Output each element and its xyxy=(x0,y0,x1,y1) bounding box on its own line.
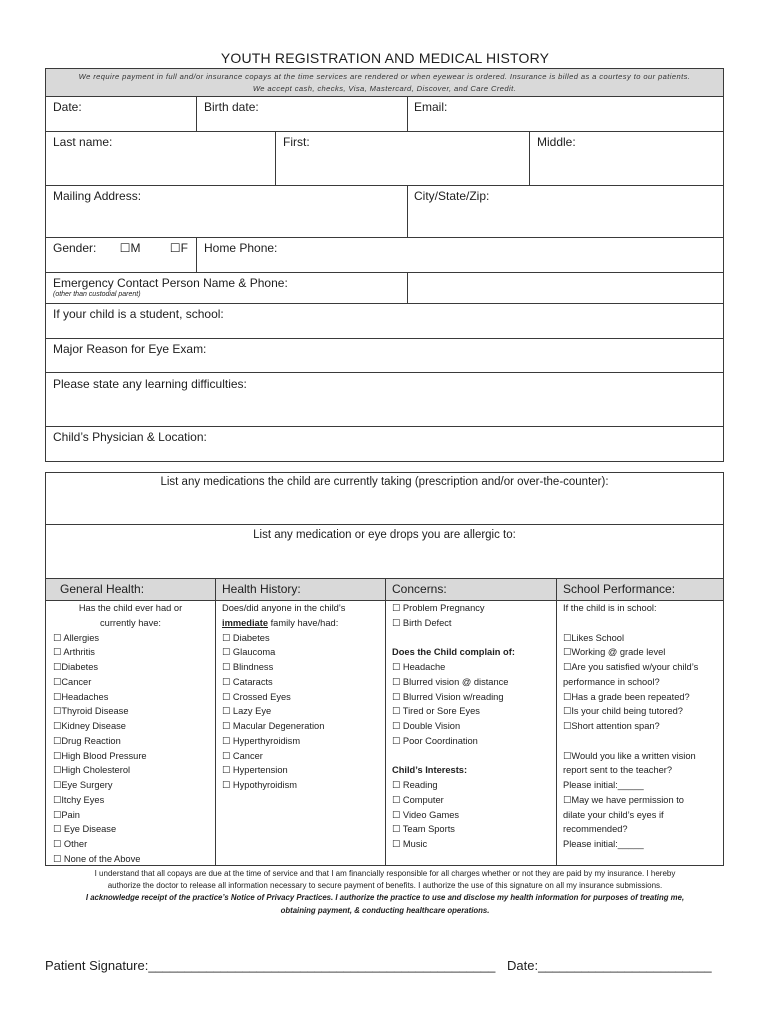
checkbox-item[interactable] xyxy=(563,749,723,793)
checkbox-item[interactable]: ☐ Cataracts xyxy=(222,676,273,687)
checkbox-item[interactable]: ☐Is your child being tutored? xyxy=(563,706,683,717)
health-history-intro xyxy=(222,601,385,631)
health-history-header: Health History: xyxy=(215,579,385,600)
checkbox-item[interactable]: ☐High Cholesterol xyxy=(53,765,131,776)
birth-date-label: Birth date: xyxy=(204,100,259,114)
middle-name-label: Middle: xyxy=(537,135,576,149)
first-name-field[interactable] xyxy=(275,132,529,185)
medical-history-table xyxy=(45,472,724,866)
checkbox-item-line: performance in school? xyxy=(563,676,660,687)
school-label: If your child is a student, school: xyxy=(53,307,224,321)
current-medications-field[interactable] xyxy=(46,473,723,524)
checkbox-item[interactable]: ☐Likes School xyxy=(563,632,625,643)
checklist-section xyxy=(53,631,215,866)
general-health-intro xyxy=(53,601,215,631)
checkbox-item[interactable] xyxy=(563,793,723,852)
patient-info-table xyxy=(45,68,724,462)
checkbox-item[interactable]: ☐ Tired or Sore Eyes xyxy=(392,706,480,717)
checkbox-item[interactable]: ☐ Lazy Eye xyxy=(222,706,272,717)
checkbox-item[interactable]: ☐ Computer xyxy=(392,794,444,805)
checkbox-item[interactable]: ☐High Blood Pressure xyxy=(53,750,147,761)
checkbox-item[interactable]: ☐ Blurred vision @ distance xyxy=(392,676,509,687)
checkbox-item[interactable] xyxy=(563,660,723,690)
mailing-address-label: Mailing Address: xyxy=(53,189,142,203)
middle-name-field[interactable] xyxy=(529,132,723,185)
checkbox-item[interactable]: ☐Itchy Eyes xyxy=(53,794,105,805)
checkbox-item-line: Please initial:_____ xyxy=(563,839,644,849)
allergies-label: List any medication or eye drops you are allergic to: xyxy=(253,529,516,541)
section-heading: Does the Child complain of: xyxy=(392,647,515,658)
checkbox-item[interactable]: ☐ Diabetes xyxy=(222,632,270,643)
learning-difficulties-label: Please state any learning difficulties: xyxy=(53,377,247,391)
checkbox-item[interactable]: ☐ Hyperthyroidism xyxy=(222,735,301,746)
intro-line: currently have: xyxy=(100,617,161,628)
checklist-section xyxy=(392,763,556,852)
consent-line: I understand that all copays are due at the time of service and that I am financially responsible for all charges whether or not they are paid by my insurance. I hereby xyxy=(94,869,676,878)
gender-male-checkbox[interactable]: ☐M xyxy=(119,241,141,255)
checkbox-item[interactable]: ☐ Blindness xyxy=(222,662,274,672)
checkbox-item[interactable]: ☐ Cancer xyxy=(222,750,263,761)
school-performance-column xyxy=(556,601,723,865)
consent-line: authorize the doctor to release all information necessary to secure payment of benefits. I authorize the use of this signature on all my insurance submissions. xyxy=(107,881,663,890)
checkbox-item[interactable]: ☐ Allergies xyxy=(53,632,100,643)
current-medications-label: List any medications the child are currently taking (prescription and/or over-the-counter): xyxy=(160,476,609,488)
allergies-field[interactable] xyxy=(46,525,723,578)
exam-reason-label: Major Reason for Eye Exam: xyxy=(53,342,207,356)
row-physician xyxy=(46,426,723,461)
home-phone-label: Home Phone: xyxy=(204,241,278,255)
checkbox-item[interactable]: ☐ Video Games xyxy=(392,809,460,820)
row-learning-difficulties xyxy=(46,372,723,426)
city-state-zip-field[interactable] xyxy=(407,186,723,237)
checklist-section xyxy=(222,631,385,793)
emergency-contact-label: Emergency Contact Person Name & Phone: xyxy=(53,276,288,290)
date-label: Date: xyxy=(53,100,82,114)
row-gender-phone xyxy=(46,237,723,272)
health-history-column xyxy=(215,601,385,865)
checkbox-item[interactable]: ☐Eye Surgery xyxy=(53,780,113,790)
checkbox-item[interactable]: ☐ Double Vision xyxy=(392,721,461,731)
privacy-line: obtaining payment, & conducting healthcare operations. xyxy=(280,905,490,915)
date-field[interactable] xyxy=(46,97,196,131)
mailing-address-field[interactable] xyxy=(46,186,407,237)
checkbox-item[interactable]: ☐Cancer xyxy=(53,676,92,687)
row-exam-reason xyxy=(46,338,723,372)
checkbox-item[interactable]: ☐ Birth Defect xyxy=(392,617,452,628)
checkbox-item[interactable]: ☐Kidney Disease xyxy=(53,721,126,731)
checkbox-item[interactable]: ☐ Hypertension xyxy=(222,765,288,776)
checkbox-item[interactable]: ☐ Eye Disease xyxy=(53,824,117,835)
checkbox-item[interactable]: ☐Thyroid Disease xyxy=(53,706,129,717)
row-address xyxy=(46,185,723,237)
checkbox-item[interactable]: ☐ Music xyxy=(392,839,428,849)
checkbox-item[interactable]: ☐ Arthritis xyxy=(53,647,95,658)
checkbox-item-line: ☐May we have permission to xyxy=(563,794,684,805)
intro-line xyxy=(222,616,385,631)
checklist-section xyxy=(563,749,723,852)
payment-notice-line: We require payment in full and/or insurance copays at the time services are rendered or when eyewear is ordered. Insurance is billed as a courtesy to our patients. xyxy=(78,72,691,81)
last-name-label: Last name: xyxy=(53,135,113,149)
checkbox-item[interactable]: ☐ Reading xyxy=(392,780,438,790)
intro-line: Has the child ever had or xyxy=(78,603,183,613)
emergency-contact-field[interactable] xyxy=(46,273,407,303)
checkbox-item[interactable]: ☐ Glaucoma xyxy=(222,647,276,658)
physician-field[interactable] xyxy=(46,427,723,461)
city-state-zip-label: City/State/Zip: xyxy=(414,189,490,203)
email-field[interactable] xyxy=(407,97,723,131)
checkbox-item[interactable]: ☐Short attention span? xyxy=(563,721,660,731)
school-performance-intro xyxy=(563,601,723,616)
checkbox-item[interactable]: ☐Drug Reaction xyxy=(53,735,121,746)
privacy-acknowledgement-text xyxy=(0,892,770,917)
health-content-row xyxy=(46,600,723,865)
school-field[interactable] xyxy=(46,304,723,338)
checkbox-item-line: ☐Would you like a written vision xyxy=(563,750,696,761)
patient-signature-field[interactable]: Patient Signature:________________________________________________ xyxy=(45,958,496,973)
checkbox-item[interactable]: ☐Headaches xyxy=(53,691,109,702)
intro-line: Does/did anyone in the child’s xyxy=(222,603,346,613)
checkbox-item[interactable]: ☐Has a grade been repeated? xyxy=(563,691,690,702)
checkbox-item-line: report sent to the teacher? xyxy=(563,765,673,776)
checkbox-item[interactable]: ☐ Crossed Eyes xyxy=(222,691,291,702)
checkbox-item[interactable]: ☐ Macular Degeneration xyxy=(222,721,325,731)
checkbox-item[interactable]: ☐ Other xyxy=(53,839,88,849)
exam-reason-field[interactable] xyxy=(46,339,723,372)
birth-date-field[interactable] xyxy=(196,97,407,131)
learning-difficulties-field[interactable] xyxy=(46,373,723,426)
general-health-column xyxy=(46,601,215,865)
intro-line: If the child is in school: xyxy=(563,603,657,613)
signature-date-field[interactable]: Date:________________________ xyxy=(507,958,712,973)
checkbox-item-line: ☐Are you satisfied w/your child’s xyxy=(563,662,699,672)
privacy-line: I acknowledge receipt of the practice’s Notice of Privacy Practices. I authorize the practice to use and disclose my health information for purposes of treating me, xyxy=(85,893,685,902)
checkbox-item[interactable]: ☐ Blurred Vision w/reading xyxy=(392,691,504,702)
row-date-birth-email xyxy=(46,96,723,131)
gender-label: Gender: xyxy=(53,241,97,255)
checkbox-item-line: dilate your child’s eyes if xyxy=(563,809,664,820)
concerns-column xyxy=(385,601,556,865)
form-title: YOUTH REGISTRATION AND MEDICAL HISTORY xyxy=(220,50,550,66)
row-emergency-contact xyxy=(46,272,723,303)
section-heading: Child’s Interests: xyxy=(392,765,468,776)
checkbox-item[interactable]: ☐Pain xyxy=(53,809,80,820)
row-allergies xyxy=(46,524,723,578)
school-performance-header: School Performance: xyxy=(556,579,723,600)
checkbox-item[interactable]: ☐ Team Sports xyxy=(392,824,455,835)
row-current-medications xyxy=(46,473,723,524)
checkbox-item[interactable]: ☐ Poor Coordination xyxy=(392,735,478,746)
row-name xyxy=(46,131,723,185)
concerns-header: Concerns: xyxy=(385,579,556,600)
checkbox-item-line: Please initial:_____ xyxy=(563,780,644,790)
row-school xyxy=(46,303,723,338)
financial-consent-text xyxy=(0,868,770,892)
gender-field xyxy=(46,238,196,272)
checklist-section xyxy=(563,631,723,734)
last-name-field[interactable] xyxy=(46,132,275,185)
emergency-contact-input[interactable] xyxy=(407,273,723,303)
gender-female-checkbox[interactable]: ☐F xyxy=(169,241,188,255)
checkbox-item-line: recommended? xyxy=(563,824,628,835)
checkbox-item[interactable]: ☐ None of the Above xyxy=(53,853,141,864)
checkbox-item[interactable]: ☐Diabetes xyxy=(53,662,99,672)
checklist-section xyxy=(392,601,556,631)
emergency-contact-note: (other than custodial parent) xyxy=(53,291,141,298)
checklist-section xyxy=(392,645,556,748)
checkbox-item[interactable]: ☐ Hypothyroidism xyxy=(222,780,297,790)
payment-notice xyxy=(46,69,723,96)
first-name-label: First: xyxy=(283,135,310,149)
health-header-row xyxy=(46,578,723,600)
email-label: Email: xyxy=(414,100,448,114)
home-phone-field[interactable] xyxy=(196,238,723,272)
physician-label: Child’s Physician & Location: xyxy=(53,430,207,444)
intro-text: family have/had: xyxy=(268,617,339,628)
payment-notice-line: We accept cash, checks, Visa, Mastercard, Discover, and Care Credit. xyxy=(252,84,517,93)
checkbox-item[interactable]: ☐ Problem Pregnancy xyxy=(392,603,485,613)
checkbox-item[interactable]: ☐ Headache xyxy=(392,662,446,672)
intro-emphasis: immediate xyxy=(222,617,268,628)
general-health-header: General Health: xyxy=(60,582,145,596)
checkbox-item[interactable]: ☐Working @ grade level xyxy=(563,647,666,658)
